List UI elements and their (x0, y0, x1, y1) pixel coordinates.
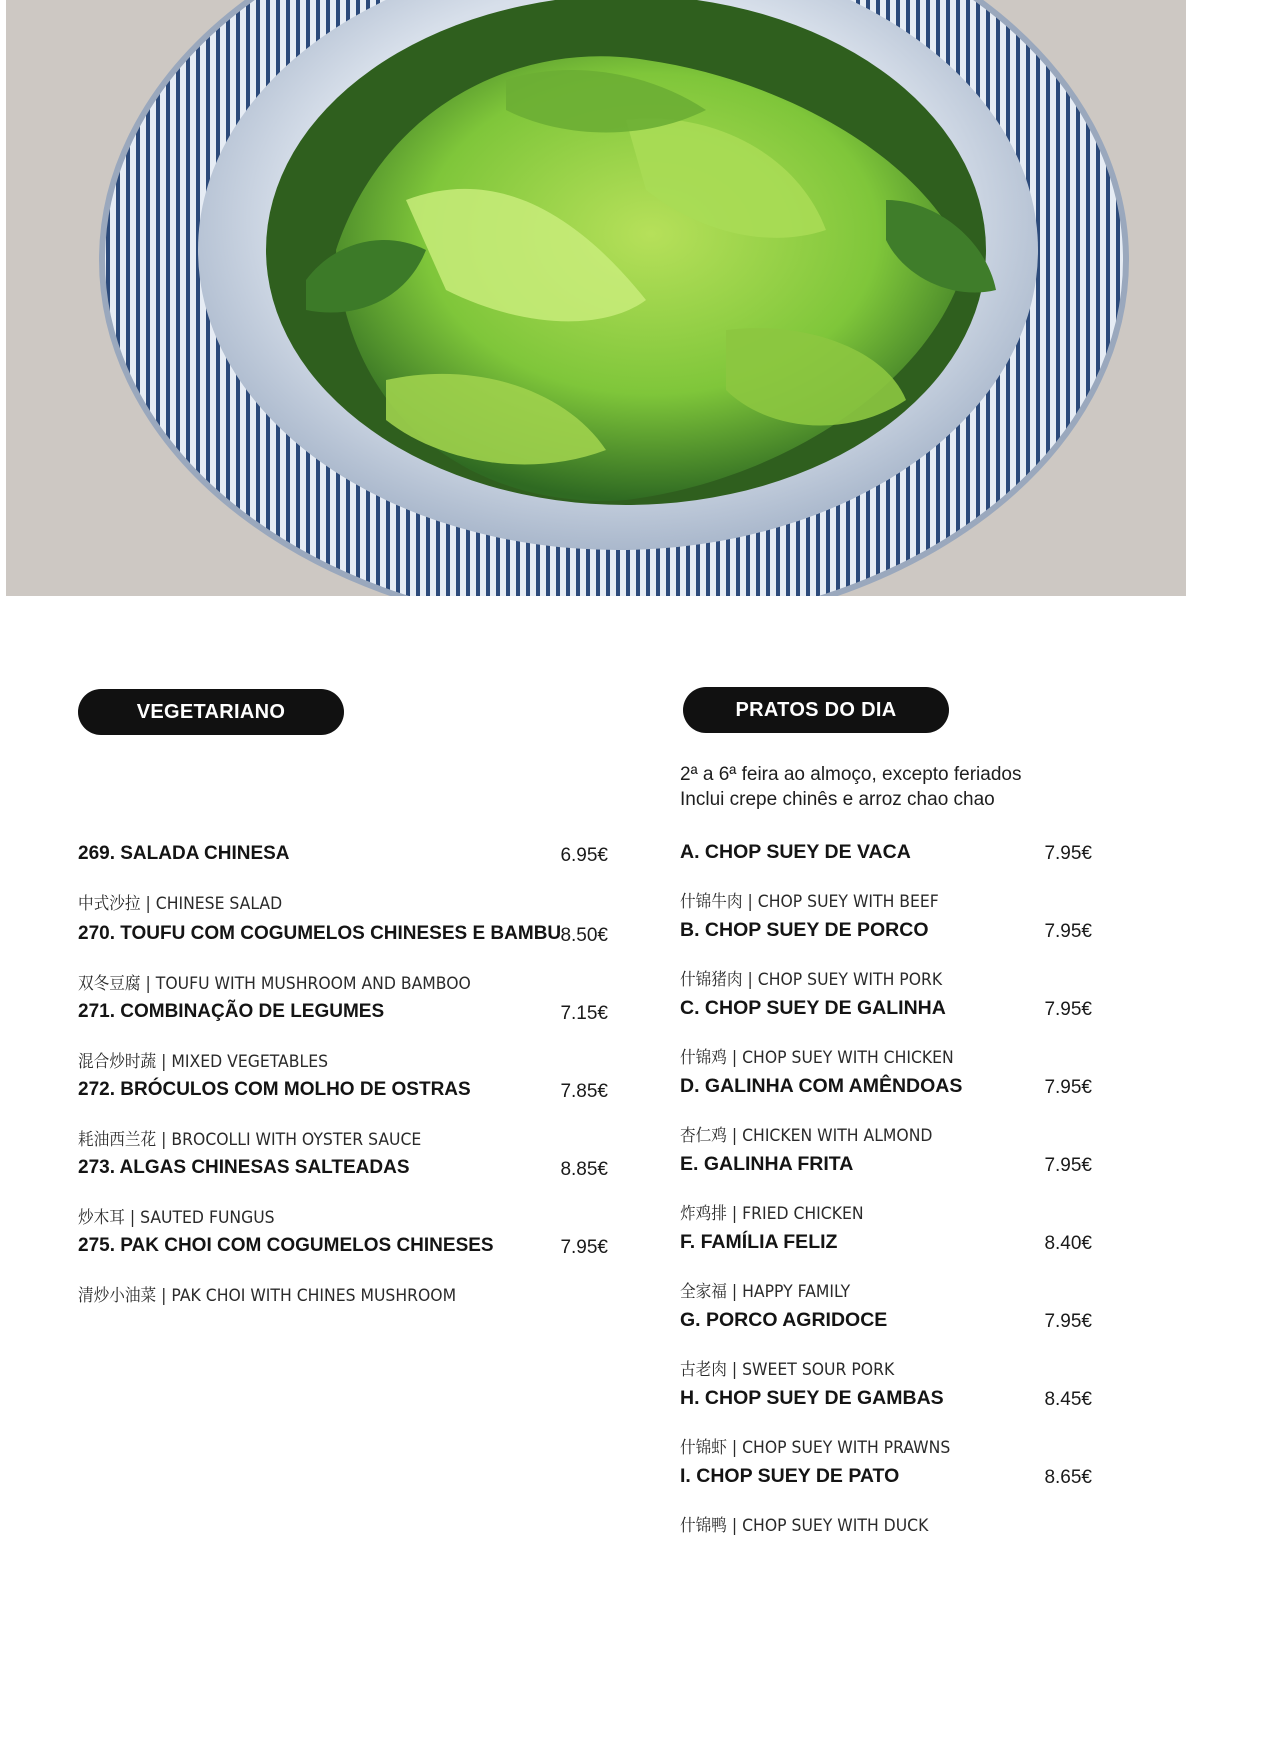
menu-item-price: 7.15€ (560, 1003, 608, 1024)
menu-item-description: 什锦虾 | CHOP SUEY WITH PRAWNS (680, 1438, 951, 1458)
menu-item-name: A. CHOP SUEY DE VACA (680, 841, 911, 863)
menu-item-name: H. CHOP SUEY DE GAMBAS (680, 1387, 944, 1409)
menu-item-price: 7.85€ (560, 1081, 608, 1102)
menu-item-description: 杏仁鸡 | CHICKEN WITH ALMOND (680, 1126, 933, 1146)
menu-item-name: B. CHOP SUEY DE PORCO (680, 919, 929, 941)
menu-item-price: 8.65€ (1044, 1467, 1092, 1488)
menu-item (680, 997, 1092, 1075)
menu-item-name: 272. BRÓCULOS COM MOLHO DE OSTRAS (78, 1079, 471, 1100)
menu-item-price: 7.95€ (1044, 1311, 1092, 1332)
menu-item-name: D. GALINHA COM AMÊNDOAS (680, 1075, 963, 1097)
menu-item-price: 7.95€ (560, 1237, 608, 1258)
menu-item (680, 1075, 1092, 1153)
menu-item-price: 7.95€ (1044, 999, 1092, 1020)
menu-item (78, 1157, 608, 1235)
menu-item-description: 清炒小油菜 | PAK CHOI WITH CHINES MUSHROOM (78, 1286, 457, 1306)
menu-item-price: 6.95€ (560, 845, 608, 866)
menu-item-name: 275. PAK CHOI COM COGUMELOS CHINESES (78, 1235, 494, 1256)
menu-item-description: 炒木耳 | SAUTED FUNGUS (78, 1208, 275, 1228)
menu-item-price: 7.95€ (1044, 1155, 1092, 1176)
menu-item-name: G. PORCO AGRIDOCE (680, 1309, 888, 1331)
menu-item (78, 1079, 608, 1157)
menu-item-description: 什锦猪肉 | CHOP SUEY WITH PORK (680, 970, 943, 990)
menu-item (78, 1235, 608, 1313)
menu-item-name: 270. TOUFU COM COGUMELOS CHINESES E BAMBU (78, 923, 562, 944)
menu-item-name: 273. ALGAS CHINESAS SALTEADAS (78, 1157, 410, 1178)
menu-item (78, 1001, 608, 1079)
menu-item (78, 923, 608, 1001)
menu-item-description: 混合炒时蔬 | MIXED VEGETABLES (78, 1052, 329, 1072)
menu-item-price: 7.95€ (1044, 843, 1092, 864)
menu-item-price: 8.50€ (560, 925, 608, 946)
menu-item-name: E. GALINHA FRITA (680, 1153, 854, 1175)
menu-item-description: 什锦鸡 | CHOP SUEY WITH CHICKEN (680, 1048, 954, 1068)
menu-item-price: 8.40€ (1044, 1233, 1092, 1254)
menu-item-price: 8.85€ (560, 1159, 608, 1180)
menu-item-price: 7.95€ (1044, 1077, 1092, 1098)
pratos-do-dia-note (680, 762, 1021, 812)
dish-photo (6, 0, 1186, 608)
menu-item (680, 841, 1092, 919)
menu-item-name: C. CHOP SUEY DE GALINHA (680, 997, 946, 1019)
menu-item (680, 919, 1092, 997)
menu-item-description: 双冬豆腐 | TOUFU WITH MUSHROOM AND BAMBOO (78, 974, 471, 994)
menu-item (680, 1231, 1092, 1309)
menu-item (680, 1153, 1092, 1231)
menu-item-description: 全家福 | HAPPY FAMILY (680, 1282, 851, 1302)
pak-choi-bowl-image (6, 0, 1186, 608)
menu-item (680, 1465, 1092, 1543)
menu-list-pratos-do-dia (680, 841, 1092, 1543)
menu-item-description: 耗油西兰花 | BROCOLLI WITH OYSTER SAUCE (78, 1130, 422, 1150)
menu-item-name: F. FAMÍLIA FELIZ (680, 1231, 838, 1253)
menu-item-description: 什锦鸭 | CHOP SUEY WITH DUCK (680, 1516, 929, 1536)
menu-item-price: 7.95€ (1044, 921, 1092, 942)
menu-list-vegetariano (78, 843, 608, 1313)
menu-item-name: I. CHOP SUEY DE PATO (680, 1465, 900, 1487)
note-line-2: Inclui crepe chinês e arroz chao chao (680, 789, 995, 810)
menu-item-name: 269. SALADA CHINESA (78, 843, 290, 864)
section-header-vegetariano: VEGETARIANO (78, 689, 344, 735)
menu-item (680, 1309, 1092, 1387)
section-header-pratos-do-dia: PRATOS DO DIA (683, 687, 949, 733)
menu-item-description: 炸鸡排 | FRIED CHICKEN (680, 1204, 864, 1224)
menu-item-description: 什锦牛肉 | CHOP SUEY WITH BEEF (680, 892, 939, 912)
menu-item-price: 8.45€ (1044, 1389, 1092, 1410)
menu-item-name: 271. COMBINAÇÃO DE LEGUMES (78, 1001, 385, 1022)
menu-item-description: 中式沙拉 | CHINESE SALAD (78, 894, 283, 914)
note-line-1: 2ª a 6ª feira ao almoço, excepto feriados (680, 764, 1022, 785)
menu-item (78, 843, 608, 923)
menu-item-description: 古老肉 | SWEET SOUR PORK (680, 1360, 895, 1380)
menu-item (680, 1387, 1092, 1465)
